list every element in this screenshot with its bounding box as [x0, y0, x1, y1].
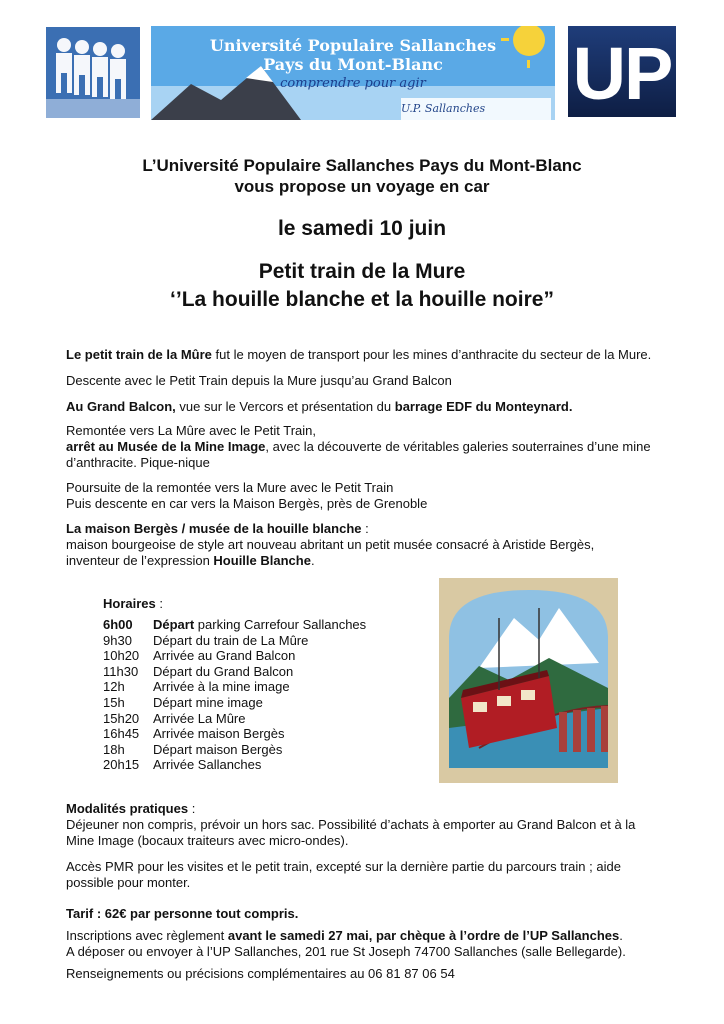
- p6-line2: maison bourgeoise de style art nouveau abritant un petit musée consacré à Aristide Bergès,: [66, 537, 595, 552]
- schedule-row: [103, 742, 366, 758]
- schedule-row: [103, 726, 366, 742]
- p1-bold: Le petit train de la Mûre: [66, 347, 212, 362]
- p3-bold2: barrage EDF du Monteynard.: [394, 399, 573, 414]
- inscriptions-line1c: .: [619, 928, 623, 943]
- paragraph-6: [66, 521, 666, 569]
- paragraph-3: [66, 399, 666, 415]
- schedule-row: [103, 757, 366, 773]
- banner-signature: U.P. Sallanches: [401, 102, 486, 115]
- schedule-text: Arrivée maison Bergès: [153, 726, 285, 742]
- event-subtitle: ‘’La houille blanche et la houille noire”: [170, 288, 554, 311]
- schedule-time: 9h30: [103, 632, 132, 648]
- p6-bold: La maison Bergès / musée de la houille blanche: [66, 521, 362, 536]
- schedule-heading-label: Horaires: [103, 596, 156, 611]
- schedule-time: 15h20: [103, 710, 140, 726]
- schedule-time: 15h: [103, 694, 125, 710]
- p1-rest: fut le moyen de transport pour les mines d’anthracite du secteur de la Mure.: [211, 347, 652, 362]
- schedule-time: 11h30: [103, 663, 139, 679]
- schedule-text: Départ maison Bergès: [153, 741, 283, 757]
- schedule-row: [103, 679, 366, 695]
- p6-line3c: .: [310, 553, 315, 568]
- schedule-text: Arrivée à la mine image: [153, 679, 290, 695]
- modalites-block: [66, 801, 666, 849]
- schedule-text: Départ du Grand Balcon: [153, 663, 294, 679]
- schedule-row: [103, 664, 366, 680]
- schedule-row: [103, 633, 366, 649]
- schedule-row: [103, 617, 366, 633]
- schedule-time: 20h15: [103, 757, 140, 773]
- schedule-time: 6h00: [103, 617, 133, 632]
- paragraph-4: [66, 423, 666, 471]
- p3-mid: vue sur le Vercors et présentation du: [175, 399, 395, 414]
- schedule-row: [103, 711, 366, 727]
- schedule-text: Départ mine image: [153, 694, 263, 710]
- schedule-text: parking Carrefour Sallanches: [194, 617, 367, 632]
- intro-line1: L’Université Populaire Sallanches Pays du Mont-Blanc: [142, 156, 582, 175]
- p4-bold: arrêt au Musée de la Mine Image: [66, 439, 266, 454]
- schedule-heading: [103, 596, 163, 612]
- p5-line1: Poursuite de la remontée vers la Mure avec le Petit Train: [66, 480, 394, 495]
- header-banner: [151, 26, 555, 120]
- contact-line: Renseignements ou précisions complémentaires au 06 81 87 06 54: [66, 966, 455, 981]
- p6-line3b: Houille Blanche: [213, 553, 311, 568]
- event-title: Petit train de la Mure: [258, 260, 466, 283]
- intro-line2: vous propose un voyage en car: [234, 177, 490, 196]
- up-people-logo: [46, 27, 140, 118]
- banner-tagline: comprendre pour agir: [280, 76, 426, 91]
- tarif: Tarif : 62€ par personne tout compris.: [66, 906, 299, 921]
- schedule-time: 12h: [103, 679, 125, 695]
- schedule-text: Départ du train de La Mûre: [153, 632, 309, 648]
- inscriptions-block: [66, 928, 666, 960]
- pmr-line2: possible pour monter.: [66, 875, 191, 890]
- schedule-list: [103, 617, 366, 773]
- p5-line2: Puis descente en car vers la Maison Bergès, près de Grenoble: [66, 496, 428, 511]
- modalites-colon: :: [188, 801, 196, 816]
- inscriptions-line2: A déposer ou envoyer à l’UP Sallanches, 201 rue St Joseph 74700 Sallanches (salle Bellegarde).: [66, 944, 626, 959]
- up-logo-text: UP: [572, 32, 672, 115]
- schedule-row: [103, 648, 366, 664]
- paragraph-5: [66, 480, 666, 512]
- modalites-line2: Mine Image (bocaux traiteurs avec micro-ondes).: [66, 833, 349, 848]
- modalites-line1: Déjeuner non compris, prévoir un hors sac. Possibilité d’achats à emporter au Grand Balcon et à la: [66, 817, 636, 832]
- inscriptions-line1b: avant le samedi 27 mai, par chèque à l’ordre de l’UP Sallanches: [227, 928, 620, 943]
- banner-title-line2: Pays du Mont-Blanc: [263, 55, 443, 74]
- banner-title-line1: Université Populaire Sallanches: [209, 36, 497, 55]
- pmr-block: [66, 859, 666, 891]
- pmr-line1: Accès PMR pour les visites et le petit train, excepté sur la dernière partie du parcours train ; aide: [66, 859, 621, 874]
- train-illustration: [439, 578, 618, 783]
- p6-line3a: inventeur de l’expression: [66, 553, 214, 568]
- schedule-row: [103, 695, 366, 711]
- schedule-time: 16h45: [103, 726, 140, 742]
- p6-colon: :: [361, 521, 369, 536]
- p4-line1: Remontée vers La Mûre avec le Petit Train,: [66, 423, 317, 438]
- paragraph-1: [66, 347, 666, 363]
- schedule-time: 10h20: [103, 648, 140, 664]
- schedule-time: 18h: [103, 741, 125, 757]
- schedule-text: Arrivée au Grand Balcon: [153, 648, 296, 664]
- inscriptions-line1a: Inscriptions avec règlement: [66, 928, 228, 943]
- p4-rest: , avec la découverte de véritables galeries souterraines d’une mine d’anthracite. Pique-nique: [66, 439, 651, 470]
- schedule-heading-colon: :: [155, 596, 163, 611]
- schedule-text-bold: Départ: [153, 617, 195, 632]
- modalites-heading: Modalités pratiques: [66, 801, 189, 816]
- paragraph-2: Descente avec le Petit Train depuis la Mure jusqu’au Grand Balcon: [66, 373, 452, 388]
- p3-bold1: Au Grand Balcon,: [66, 399, 176, 414]
- schedule-text: Arrivée Sallanches: [153, 757, 262, 773]
- up-logo: [568, 26, 676, 117]
- schedule-text: Arrivée La Mûre: [153, 710, 246, 726]
- event-date: le samedi 10 juin: [277, 217, 447, 240]
